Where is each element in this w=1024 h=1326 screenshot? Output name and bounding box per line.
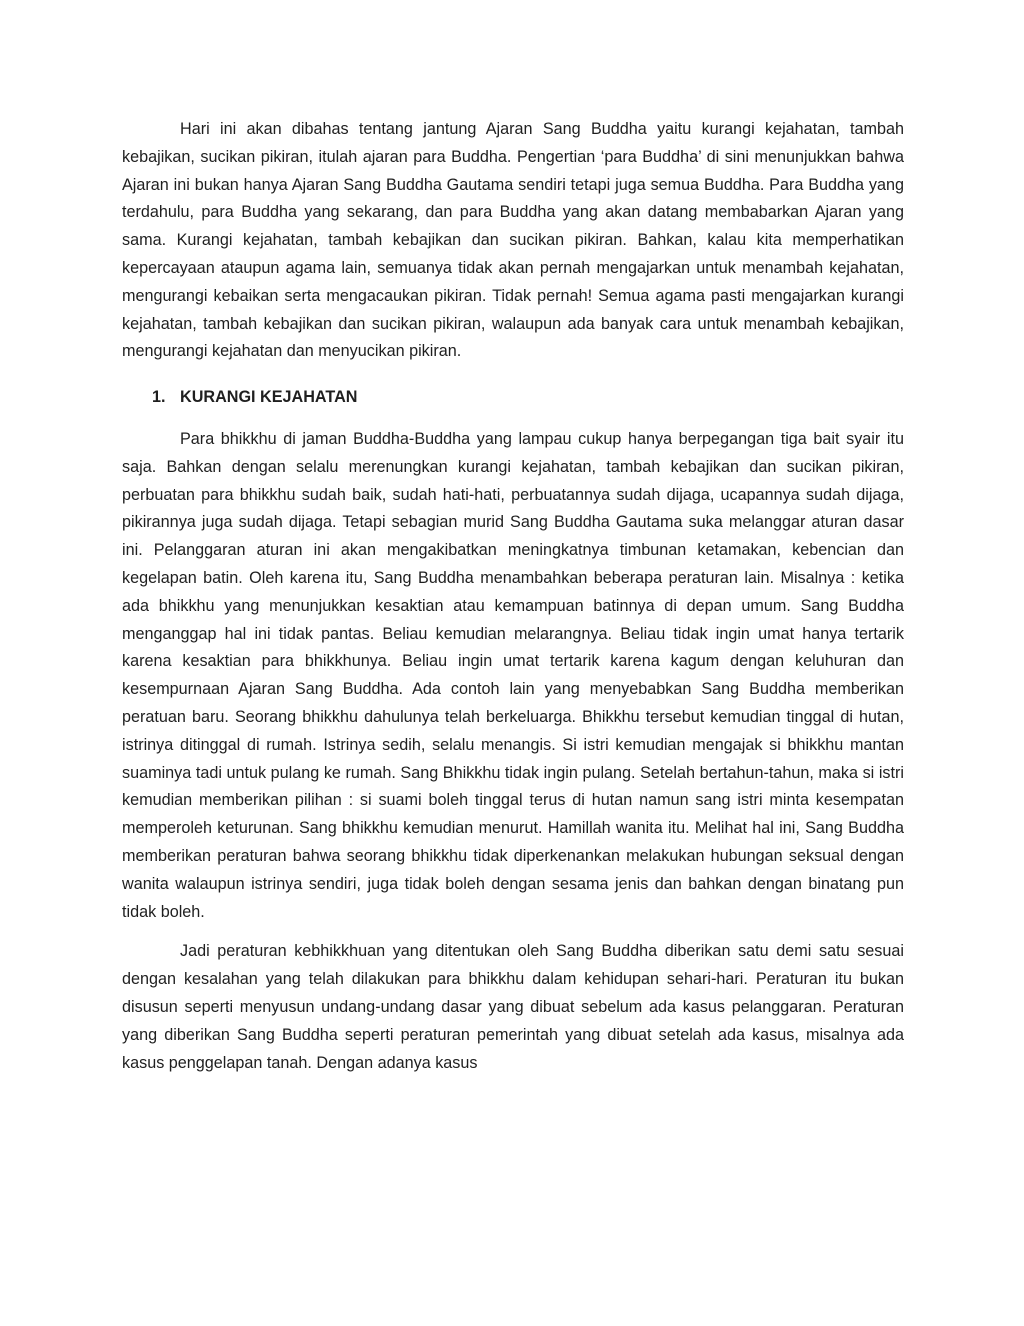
section-paragraph-2: Jadi peraturan kebhikkhuan yang ditentukan oleh Sang Buddha diberikan satu demi satu sesuai dengan kesalahan yang telah dilakukan para bhikkhu dalam kehidupan sehari-hari. Peraturan itu bukan disusun seperti menyusun undang-undang dasar yang dibuat sebelum ada kasus pelanggaran. Peraturan yang diberikan Sang Buddha seperti peraturan pemerintah yang dibuat setelah ada kasus, misalnya ada kasus penggelapan tanah. Dengan adanya kasus (122, 942, 904, 1072)
section-paragraph-1: Para bhikkhu di jaman Buddha-Buddha yang lampau cukup hanya berpegangan tiga bait syair itu saja. Bahkan dengan selalu merenungkan kurangi kejahatan, tambah kebajikan dan sucikan pikiran, perbuatan para bhikkhu sudah baik, sudah hati-hati, perbuatannya sudah dijaga, ucapannya sudah dijaga, pikirannya juga sudah dijaga. Tetapi sebagian murid Sang Buddha Gautama suka melanggar aturan dasar ini. Pelanggaran aturan ini akan mengakibatkan meningkatnya timbunan ketamakan, kebencian dan kegelapan batin. Oleh karena itu, Sang Buddha menambahkan beberapa peraturan lain. Misalnya : ketika ada bhikkhu yang menunjukkan kesaktian atau kemampuan batinnya di depan umum. Sang Buddha menganggap hal ini tidak pantas. Beliau kemudian melarangnya. Beliau tidak ingin umat hanya tertarik karena kesaktian para bhikkhunya. Beliau ingin umat tertarik karena kagum dengan keluhuran dan kesempurnaan Ajaran Sang Buddha. Ada contoh lain yang menyebabkan Sang Buddha memberikan peratuan baru. Seorang bhikkhu dahulunya telah berkeluarga. Bhikkhu tersebut kemudian tinggal di hutan, istrinya ditinggal di rumah. Istrinya sedih, selalu menangis. Si istri kemudian mengajak si bhikkhu mantan suaminya tadi untuk pulang ke rumah. Sang Bhikkhu tidak ingin pulang. Setelah bertahun-tahun, maka si istri kemudian memberikan pilihan : si suami boleh tinggal terus di hutan namun sang istri minta kesempatan memperoleh keturunan. Sang bhikkhu kemudian menurut. Hamillah wanita itu. Melihat hal ini, Sang Buddha memberikan peraturan bahwa seorang bhikkhu tidak diperkenankan melakukan hubungan seksual dengan wanita walaupun istrinya sendiri, juga tidak boleh dengan sesama jenis dan bahkan dengan binatang pun tidak boleh. (122, 429, 904, 921)
document-body (122, 116, 904, 1077)
section-heading (122, 384, 904, 412)
section-number: 1. (152, 388, 166, 407)
section-title: KURANGI KEJAHATAN (180, 388, 358, 407)
intro-paragraph: Hari ini akan dibahas tentang jantung Ajaran Sang Buddha yaitu kurangi kejahatan, tambah kebajikan, sucikan pikiran, itulah ajaran para Buddha. Pengertian ‘para Buddha’ di sini menunjukkan bahwa Ajaran ini bukan hanya Ajaran Sang Buddha Gautama sendiri tetapi juga semua Buddha. Para Buddha yang terdahulu, para Buddha yang sekarang, dan para Buddha yang akan datang membabarkan Ajaran yang sama. Kurangi kejahatan, tambah kebajikan dan sucikan pikiran. Bahkan, kalau kita memperhatikan kepercayaan ataupun agama lain, semuanya tidak akan pernah mengajarkan untuk menambah kejahatan, mengurangi kebaikan serta mengacaukan pikiran. Tidak pernah! Semua agama pasti mengajarkan kurangi kejahatan, tambah kebajikan dan sucikan pikiran, walaupun ada banyak cara untuk menambah kebajikan, mengurangi kejahatan dan menyucikan pikiran. (122, 120, 904, 361)
